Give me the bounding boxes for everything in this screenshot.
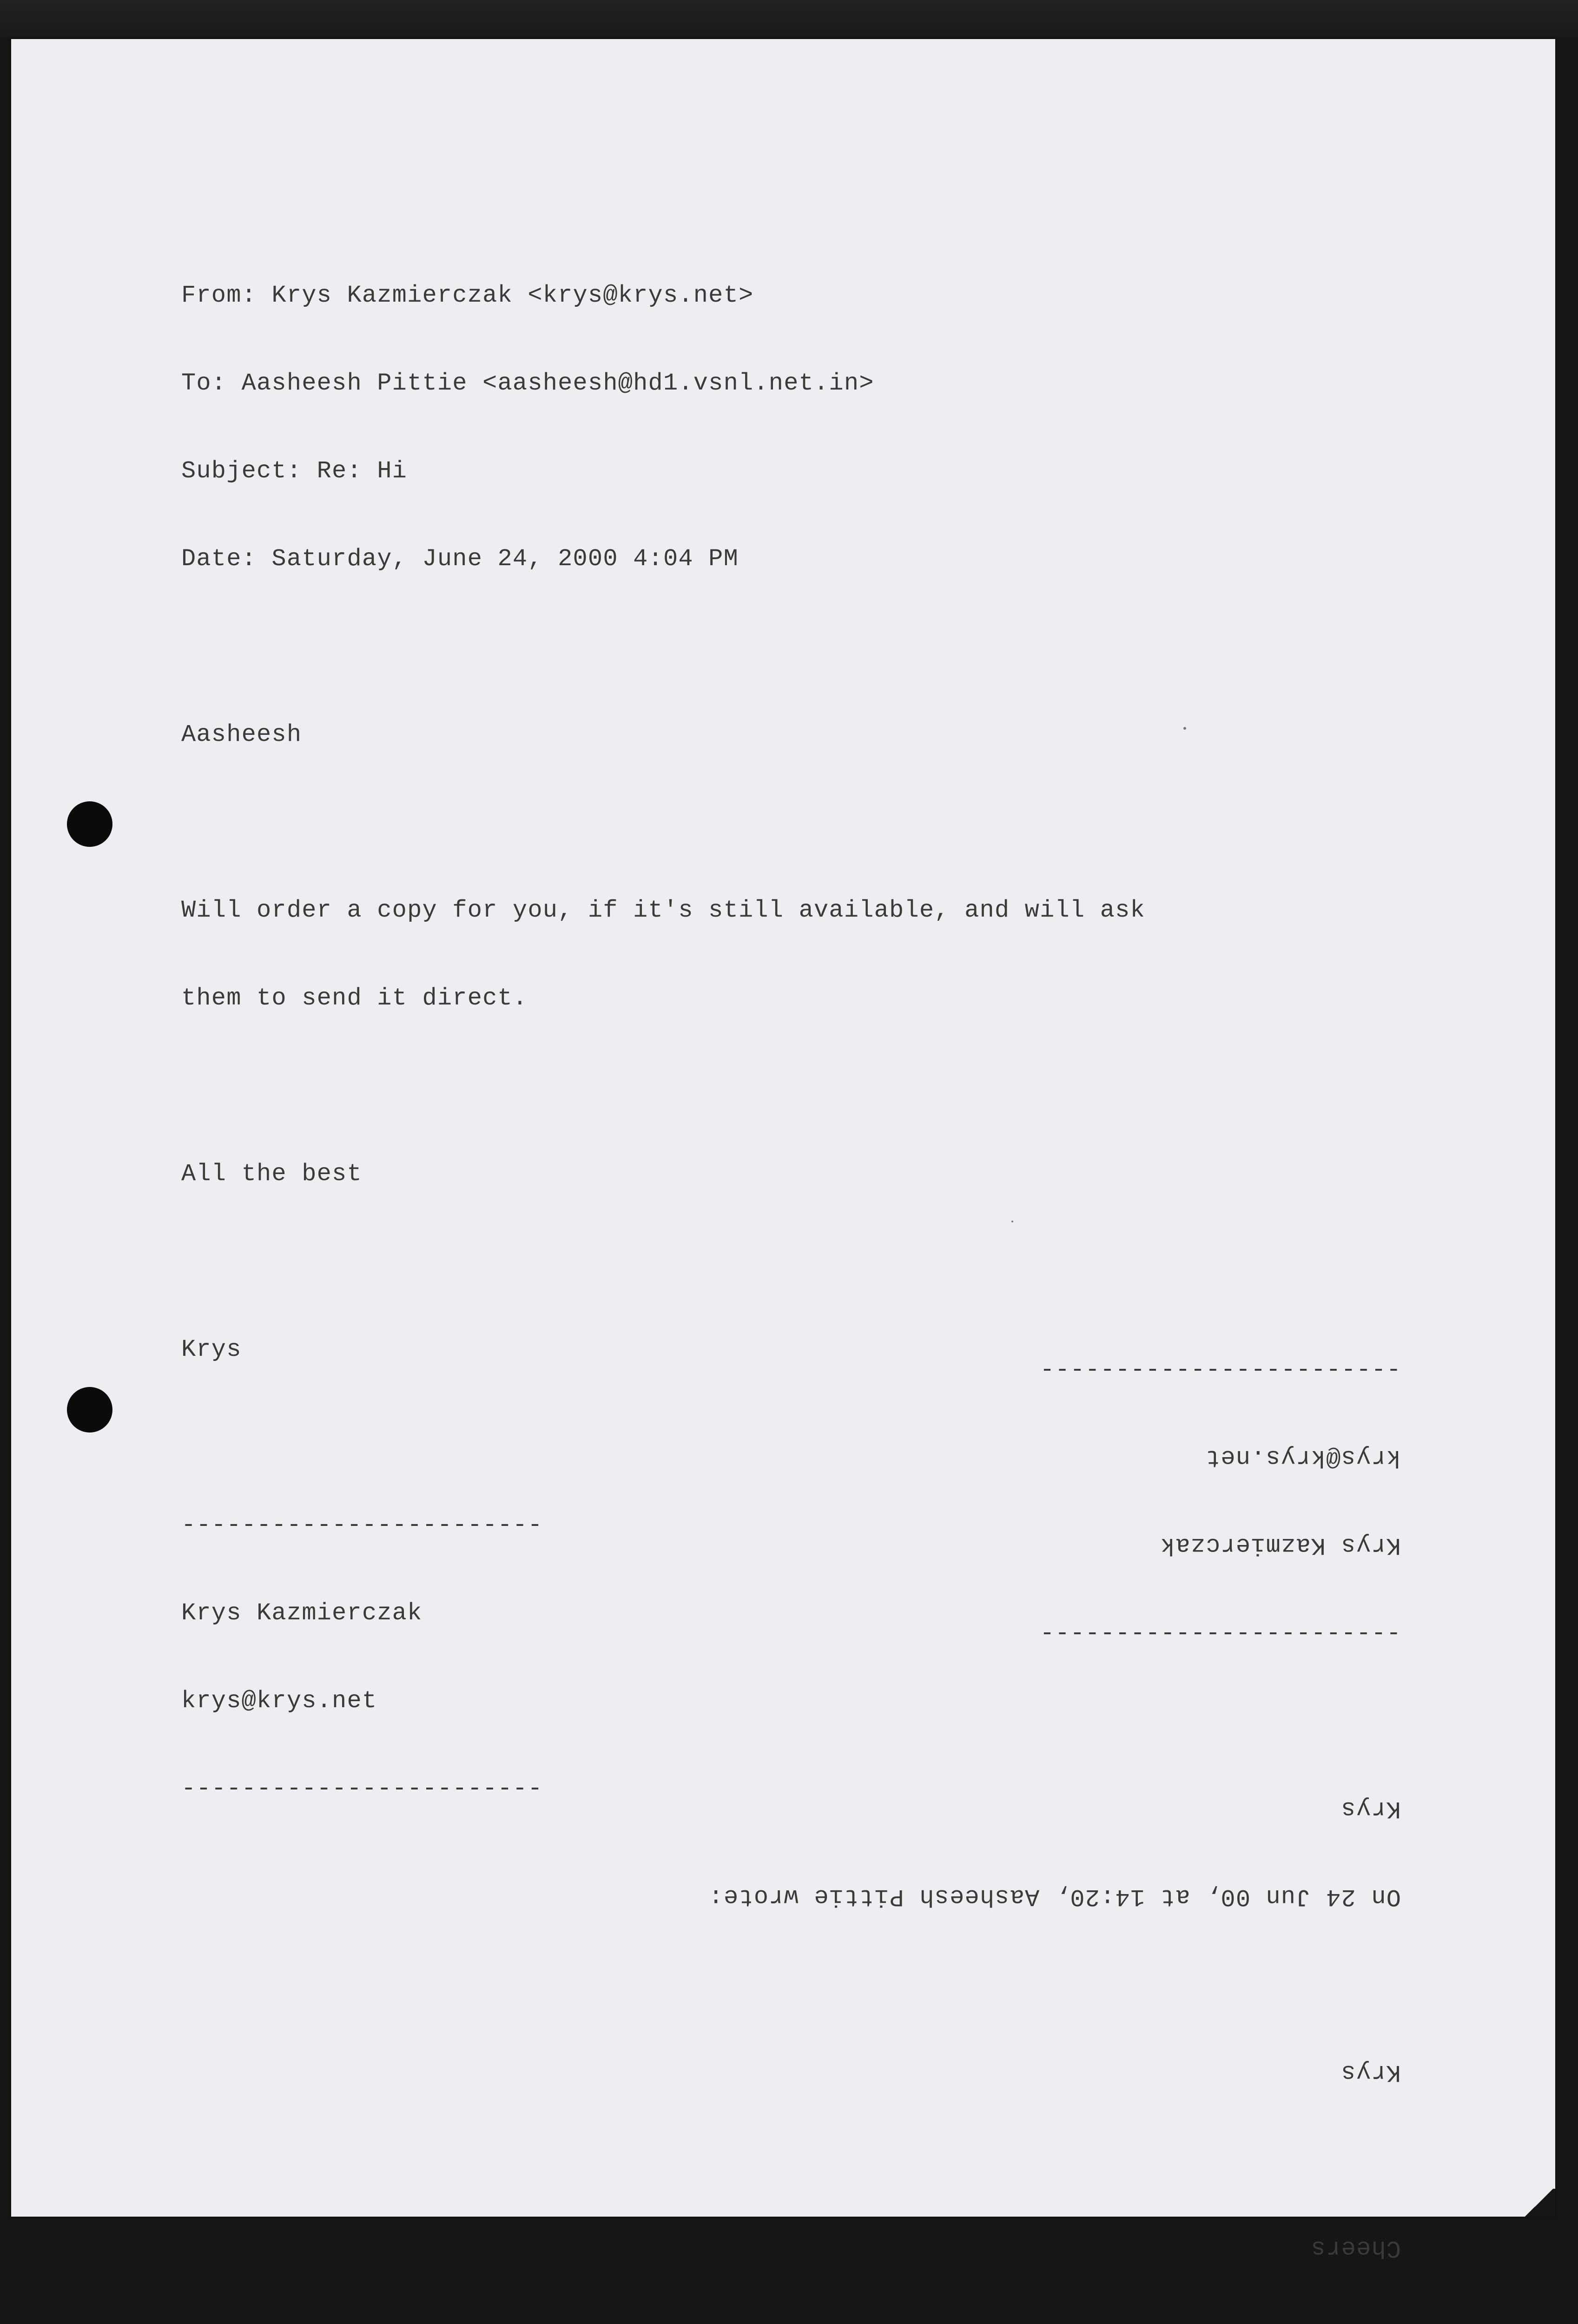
signature-rule: ------------------------ bbox=[1039, 1619, 1401, 1647]
punch-hole-lower bbox=[67, 1387, 112, 1433]
signature-name: Krys Kazmierczak bbox=[1160, 1532, 1401, 1559]
email-closing: All the best bbox=[181, 1160, 362, 1188]
scanner-background bbox=[0, 0, 1578, 37]
punch-hole-upper bbox=[67, 801, 112, 847]
paper-speck bbox=[1183, 727, 1186, 730]
email-closing: Cheers bbox=[1310, 2234, 1401, 2262]
email-reply-inverted bbox=[411, 1326, 1401, 2324]
email-from: From: Krys Kazmierczak <krys@krys.net> bbox=[181, 282, 754, 309]
email-subject: Subject: Re: Hi bbox=[181, 457, 408, 485]
quote-header: On 24 Jun 00, at 14:20, Aasheesh Pittie wrote: bbox=[708, 1883, 1401, 1910]
signature-rule: ------------------------ bbox=[181, 1512, 543, 1539]
email-body-line: Will order a copy for you, if it's still available, and will ask bbox=[181, 897, 1145, 924]
folded-corner bbox=[1523, 2189, 1555, 2217]
quote-sender: Krys bbox=[1340, 1795, 1401, 1822]
signature-email: krys@krys.net bbox=[181, 1687, 377, 1715]
signature-rule: ------------------------ bbox=[1039, 1356, 1401, 1383]
email-body-line: them to send it direct. bbox=[181, 984, 528, 1012]
email-to: To: Aasheesh Pittie <aasheesh@hd1.vsnl.net.in> bbox=[181, 370, 874, 397]
email-greeting: Aasheesh bbox=[181, 721, 302, 748]
email-sender: Krys bbox=[181, 1336, 242, 1363]
email-date: Date: Saturday, June 24, 2000 4:04 PM bbox=[181, 545, 739, 573]
email-sender: Krys bbox=[1340, 2059, 1401, 2086]
signature-name: Krys Kazmierczak bbox=[181, 1599, 423, 1627]
signature-rule: ------------------------ bbox=[181, 1775, 543, 1802]
signature-email: krys@krys.net bbox=[1205, 1444, 1401, 1471]
